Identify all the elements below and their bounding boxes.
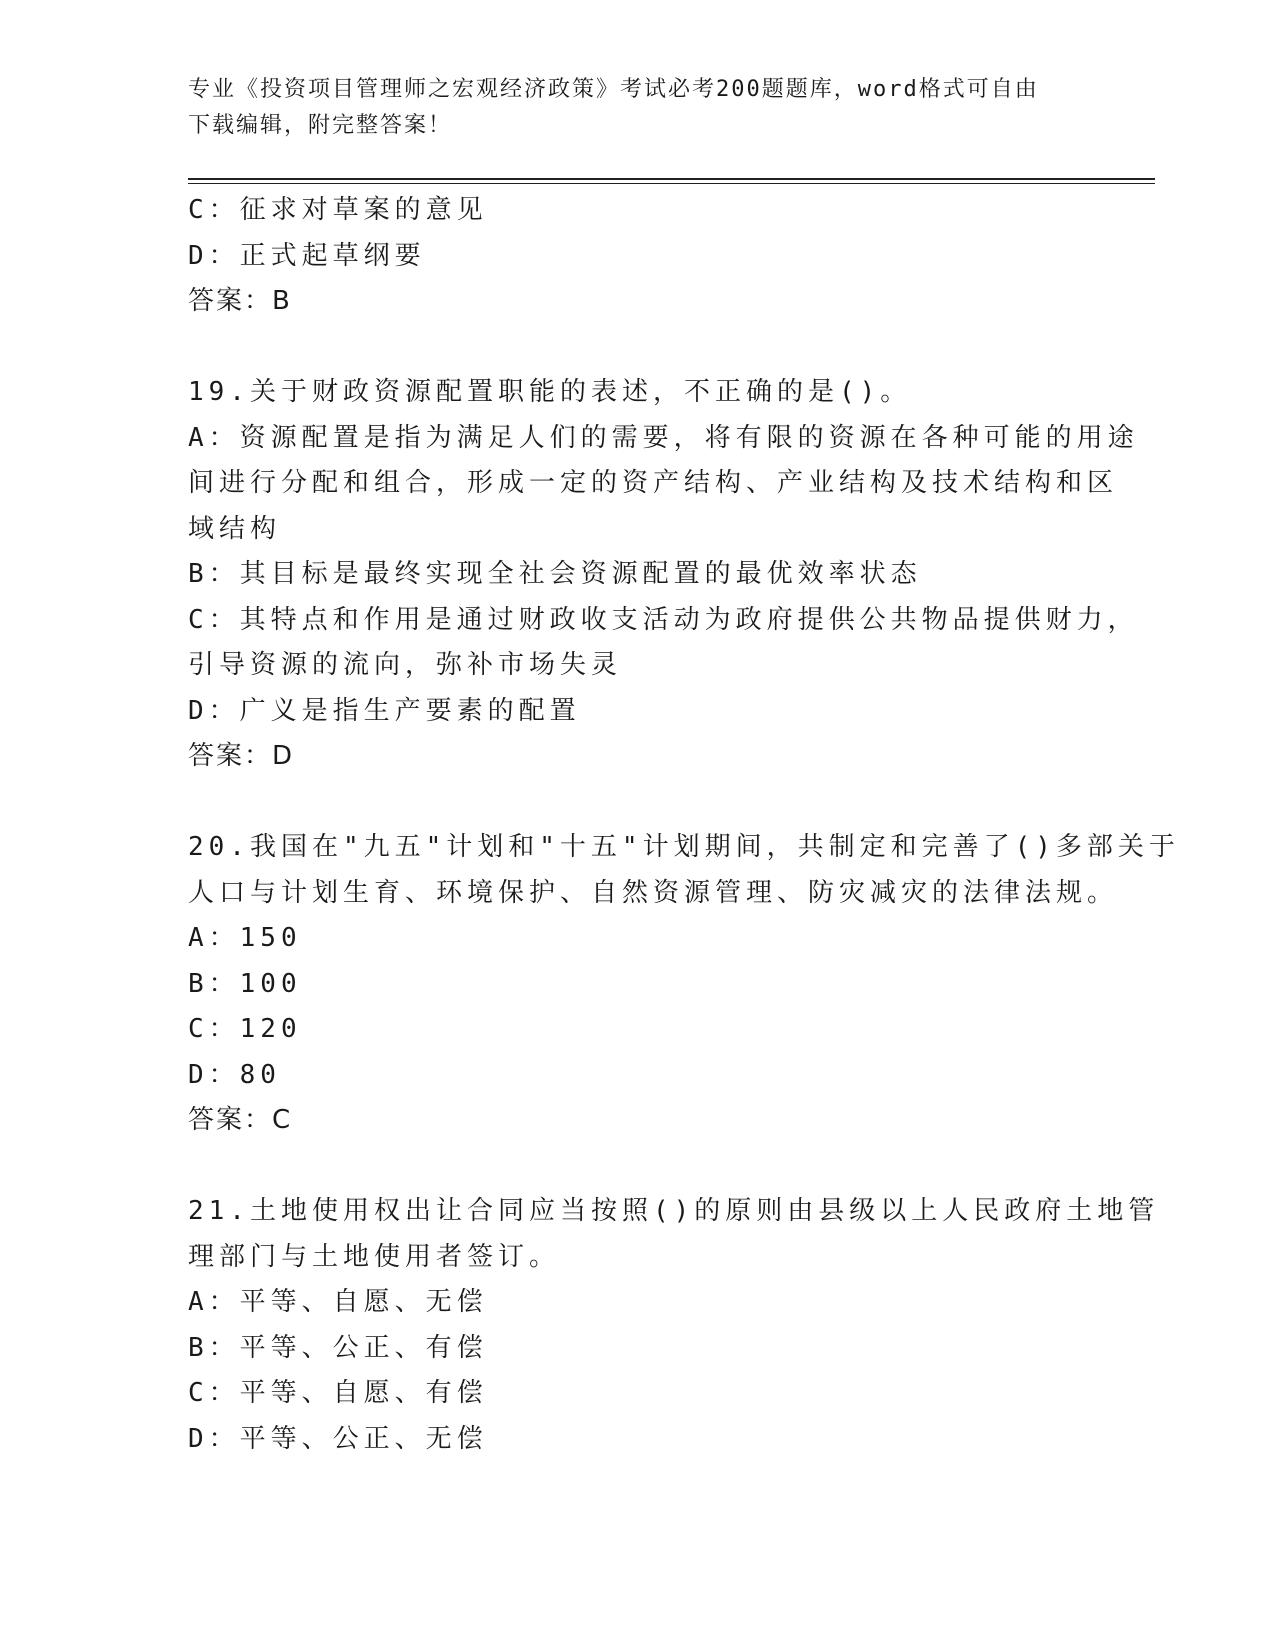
- spacer: [188, 780, 1078, 826]
- question-text: 19.关于财政资源配置职能的表述，不正确的是()。: [188, 377, 912, 407]
- question-block-19: [188, 370, 1139, 780]
- header-rule-thin: [188, 183, 1155, 184]
- option-a-cont: 间进行分配和组合，形成一定的资产结构、产业结构及技术结构和区: [188, 468, 1119, 498]
- option-a: A：资源配置是指为满足人们的需要，将有限的资源在各种可能的用途: [188, 422, 1139, 453]
- option-d: D：广义是指生产要素的配置: [188, 695, 581, 726]
- spacer: [188, 1144, 1078, 1190]
- question-block-20: [188, 825, 1180, 1144]
- answer: 答案：B: [188, 286, 292, 316]
- option-b: B：平等、公正、有偿: [188, 1332, 488, 1363]
- question-text: 21.土地使用权出让合同应当按照()的原则由县级以上人民政府土地管: [188, 1196, 1160, 1226]
- header-line-1: 专业《投资项目管理师之宏观经济政策》考试必考200题题库，word格式可自由: [188, 77, 1039, 102]
- option-c: C：其特点和作用是通过财政收支活动为政府提供公共物品提供财力，: [188, 604, 1139, 635]
- header-line-2: 下载编辑，附完整答案！: [188, 113, 453, 138]
- option-c: C：征求对草案的意见: [188, 195, 488, 225]
- option-d: D：平等、公正、无偿: [188, 1423, 488, 1454]
- option-c: C：120: [188, 1014, 302, 1044]
- option-b: B：其目标是最终实现全社会资源配置的最优效率状态: [188, 559, 922, 589]
- answer: 答案：C: [188, 1105, 293, 1135]
- question-block-18: [188, 188, 1078, 325]
- option-a-cont: 域结构: [188, 513, 282, 544]
- question-text-cont: 人口与计划生育、环境保护、自然资源管理、防灾减灾的法律法规。: [188, 877, 1119, 908]
- question-content: [188, 188, 1180, 1462]
- question-text: 20.我国在"九五"计划和"十五"计划期间，共制定和完善了()多部关于: [188, 832, 1180, 862]
- option-c: C：平等、自愿、有偿: [188, 1378, 488, 1408]
- option-a: A：平等、自愿、无偿: [188, 1287, 488, 1317]
- spacer: [188, 325, 1078, 371]
- option-d: D：正式起草纲要: [188, 240, 426, 271]
- option-c-cont: 引导资源的流向，弥补市场失灵: [188, 650, 623, 680]
- option-b: B：100: [188, 968, 302, 999]
- question-block-21: [188, 1189, 1160, 1462]
- header-rule-thick: [188, 178, 1155, 180]
- option-a: A：150: [188, 923, 302, 953]
- question-text-cont: 理部门与土地使用者签订。: [188, 1241, 561, 1272]
- answer: 答案：D: [188, 741, 295, 771]
- document-header: [188, 72, 1088, 144]
- option-d: D：80: [188, 1059, 281, 1090]
